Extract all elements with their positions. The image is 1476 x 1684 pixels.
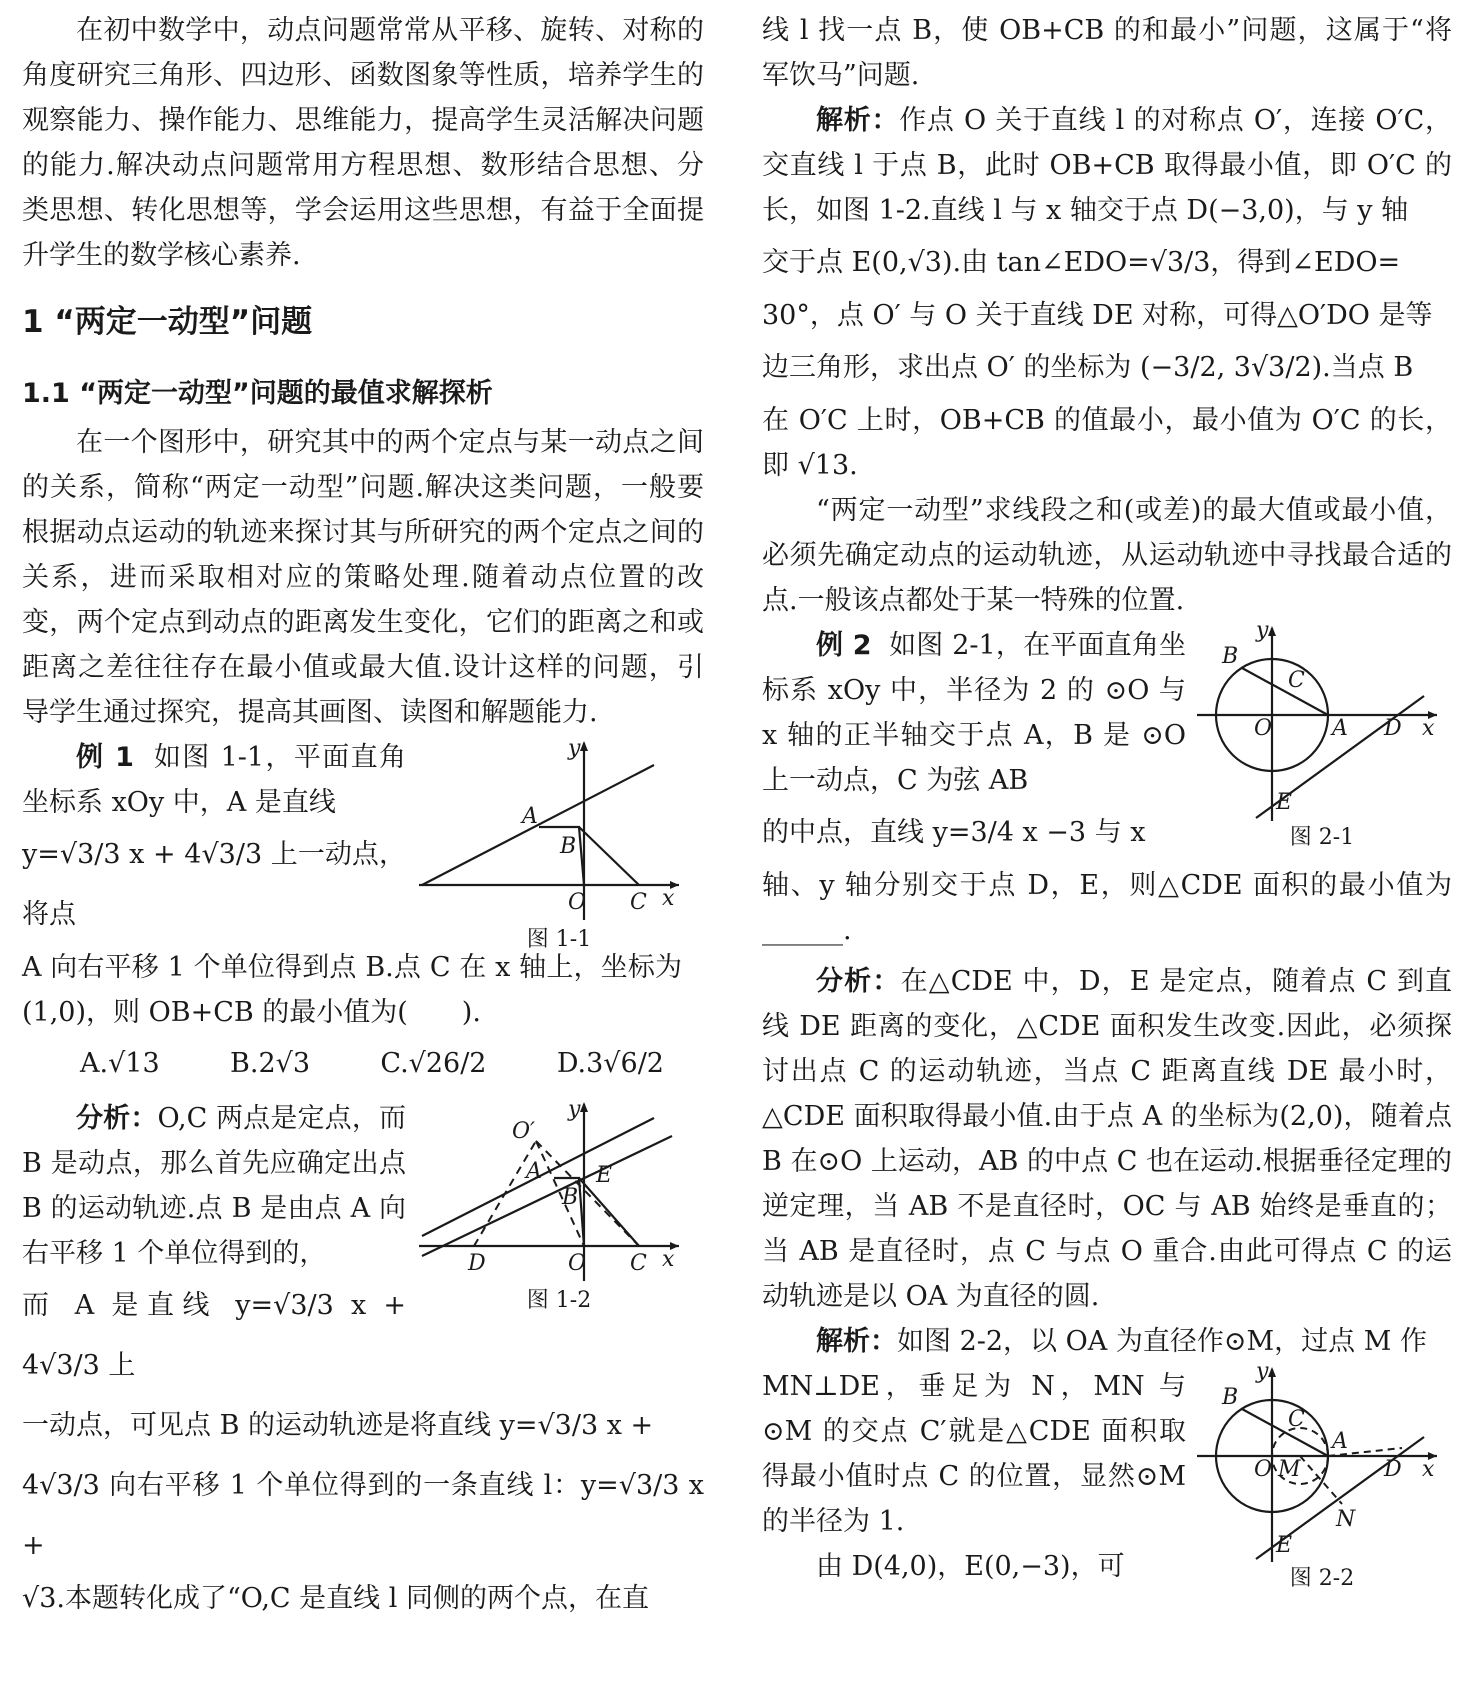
figure-2-1-caption: 图 2-1 [1289,825,1355,850]
choice-d: D.3√6/2 [556,1048,664,1079]
figure-1-2-graphic [414,1096,684,1286]
fig11-label-C: C [630,890,647,915]
example-1-equation: y=√3/3 x + 4√3/3 上一动点，将点 [22,839,406,930]
solution-1-text-b: 交于点 E(0,√3).由 tan∠EDO=√3/3，得到∠EDO= [762,247,1401,278]
example-2-text-b: 的中点，直线 y=3/4 x −3 与 x [762,817,1146,848]
solution-2-text-a: 如图 2-2，以 OA 为直径作⊙M，过点 M 作 [897,1326,1427,1357]
example-2-block [762,623,1452,863]
fig11-label-x: x [662,886,675,911]
figure-1-2-caption: 图 1-2 [526,1288,592,1313]
figure-2-2 [1192,1364,1452,1594]
figure-2-1 [1192,623,1452,853]
fig12-label-O: O [568,1251,587,1276]
solution-1-text-a: 作点 O 关于直线 l 的对称点 O′，连接 O′C，交直线 l 于点 B，此时 OB+CB 取得最小值，即 O′C 的长，如图 1-2.直线 l 与 x 轴交于点 D(−3,0)，与 y 轴 [762,105,1452,226]
fig22-label-E: E [1276,1533,1293,1558]
fig22-label-C: C [1288,1407,1305,1432]
example-1-text-b: A 向右平移 1 个单位得到点 B.点 C 在 x 轴上，坐标为 (1,0)，则 OB+CB 的最小值为( ). [22,952,682,1028]
solution-1-text-d: 边三角形，求出点 O′ 的坐标为 (−3/2, 3√3/2).当点 B [762,352,1414,383]
analysis-1-label: 分析： [76,1103,158,1134]
analysis-1-text-d: 4√3/3 向右平移 1 个单位得到的一条直线 l：y=√3/3 x + [22,1470,704,1561]
figure-1-1-graphic [414,735,684,925]
fig22-label-x: x [1422,1457,1435,1482]
analysis-1-block [22,1096,704,1396]
fig22-label-A: A [1332,1429,1348,1454]
fig21-label-E: E [1276,790,1293,815]
choice-a: A.√13 [80,1048,160,1079]
analysis-2-label: 分析： [816,966,901,997]
fig22-label-D: D [1384,1457,1402,1482]
fig11-label-y: y [568,736,581,761]
fig12-label-A: A [526,1159,542,1184]
fig21-label-C: C [1288,668,1305,693]
example-1-label: 例 1 [76,742,134,773]
example-1-text-a: 如图 1-1，平面直角坐标系 xOy 中，A 是直线 [22,742,407,818]
fig12-label-C: C [630,1251,647,1276]
fig11-label-B: B [560,834,577,859]
choice-b: B.2√3 [230,1048,311,1079]
fig22-label-O: O [1254,1457,1273,1482]
analysis-1-text-c: 一动点，可见点 B 的运动轨迹是将直线 y=√3/3 x + [22,1410,654,1441]
example-2-label: 例 2 [816,630,872,661]
fig21-label-B: B [1222,644,1239,669]
fig22-label-M: M [1278,1457,1301,1482]
analysis-1-text-e: √3.本题转化成了“O,C 是直线 l 同侧的两个点，在直 [22,1583,649,1614]
fig21-label-y: y [1256,623,1269,643]
fig11-label-O: O [568,890,587,915]
solution-2-label: 解析： [816,1326,897,1357]
solution-1-text-e: 在 O′C 上时，OB+CB 的值最小，最小值为 O′C 的长，即 √13. [762,405,1452,481]
fig12-label-E: E [596,1163,613,1188]
figure-1-1 [414,735,704,955]
subsection-heading: 1.1 “两定一动型”问题的最值求解探析 [22,378,493,409]
fig21-label-x: x [1422,716,1435,741]
fig12-label-Op: O′ [512,1119,536,1144]
left-column [22,8,704,1621]
solution-1-label: 解析： [816,105,900,136]
figure-1-2 [414,1096,704,1316]
fig21-label-D: D [1384,716,1402,741]
analysis-1-text-a: O,C 两点是定点，而 B 是动点，那么首先应确定出点 B 的运动轨迹.点 B 是由点 A 向右平移 1 个单位得到的， [22,1103,406,1269]
section-intro-paragraph: 在一个图形中，研究其中的两个定点与某一动点之间的关系，简称“两定一动型”问题.解决这类问题，一般要根据动点运动的轨迹来探讨其与所研究的两个定点之间的关系，进而采取相对应的策略处理.随着动点位置的改变，两个定点到动点的距离发生变化，它们的距离之和或距离之差往往存在最小值或最大值.设计这样的问题，引导学生通过探究，提高其画图、读图和解题能力. [22,427,704,728]
fig12-label-D: D [468,1251,486,1276]
fig12-label-y: y [568,1097,581,1122]
fig21-label-O: O [1254,716,1273,741]
analysis-2-text: 在△CDE 中，D，E 是定点，随着点 C 到直线 DE 距离的变化，△CDE 面积发生改变.因此，必须探讨出点 C 的运动轨迹，当点 C 距离直线 DE 最小时，△CDE 面积取得最小值.由于点 A 的坐标为(2,0)，随着点 B 在⊙O 上运动，AB 的中点 C 也在运动.根据垂径定理的逆定理，当 AB 不是直径时，OC 与 AB 始终是垂直的；当 AB 是直径时，点 C 与点 O 重合.由此可得点 C 的运动轨迹是以 OA 为直径的圆. [762,966,1453,1312]
fig22-label-N: N [1336,1507,1356,1532]
analysis-1-text-b: 而 A 是直线 y=√3/3 x + 4√3/3 上 [22,1290,406,1381]
solution-2-block [762,1364,1452,1594]
continuation-paragraph: 线 l 找一点 B，使 OB+CB 的和最小”问题，这属于“将军饮马”问题. [762,15,1452,91]
example-2-text-c: 轴、y 轴分别交于点 D，E，则△CDE 面积的最小值为______. [762,870,1452,946]
solution-2-text-c: 由 D(4,0)，E(0,−3)，可 [816,1551,1125,1582]
example-1-block [22,735,704,1035]
fig21-label-A: A [1332,716,1348,741]
fig11-label-A: A [522,804,538,829]
fig22-label-y: y [1256,1364,1269,1384]
solution-2-text-b: MN⊥DE，垂足为 N，MN 与 ⊙M 的交点 C′就是△CDE 面积取得最小值时点 C 的位置，显然⊙M 的半径为 1. [762,1371,1186,1537]
figure-2-2-caption: 图 2-2 [1289,1566,1355,1591]
section-heading: 1 “两定一动型”问题 [22,304,313,340]
fig12-label-B: B [562,1185,579,1210]
choice-c: C.√26/2 [380,1048,487,1079]
figure-1-1-caption: 图 1-1 [526,927,592,952]
figure-2-2-graphic [1192,1364,1442,1564]
solution-1-text-c: 30°，点 O′ 与 O 关于直线 DE 对称，可得△O′DO 是等 [762,300,1433,331]
fig22-label-B: B [1222,1385,1239,1410]
answer-choices [22,1035,704,1096]
figure-2-1-graphic [1192,623,1442,823]
right-column [762,8,1452,1594]
summary-paragraph: “两定一动型”求线段之和(或差)的最大值或最小值，必须先确定动点的运动轨迹，从运动轨迹中寻找最合适的点.一般该点都处于某一特殊的位置. [762,495,1452,616]
example-2-text-a: 如图 2-1，在平面直角坐标系 xOy 中，半径为 2 的 ⊙O 与 x 轴的正半轴交于点 A，B 是 ⊙O 上一动点，C 为弦 AB [762,630,1187,796]
intro-paragraph: 在初中数学中，动点问题常常从平移、旋转、对称的角度研究三角形、四边形、函数图象等性质，培养学生的观察能力、操作能力、思维能力，提高学生灵活解决问题的能力.解决动点问题常用方程思想、数形结合思想、分类思想、转化思想等，学会运用这些思想，有益于全面提升学生的数学核心素养. [22,15,704,271]
fig12-label-x: x [662,1247,675,1272]
